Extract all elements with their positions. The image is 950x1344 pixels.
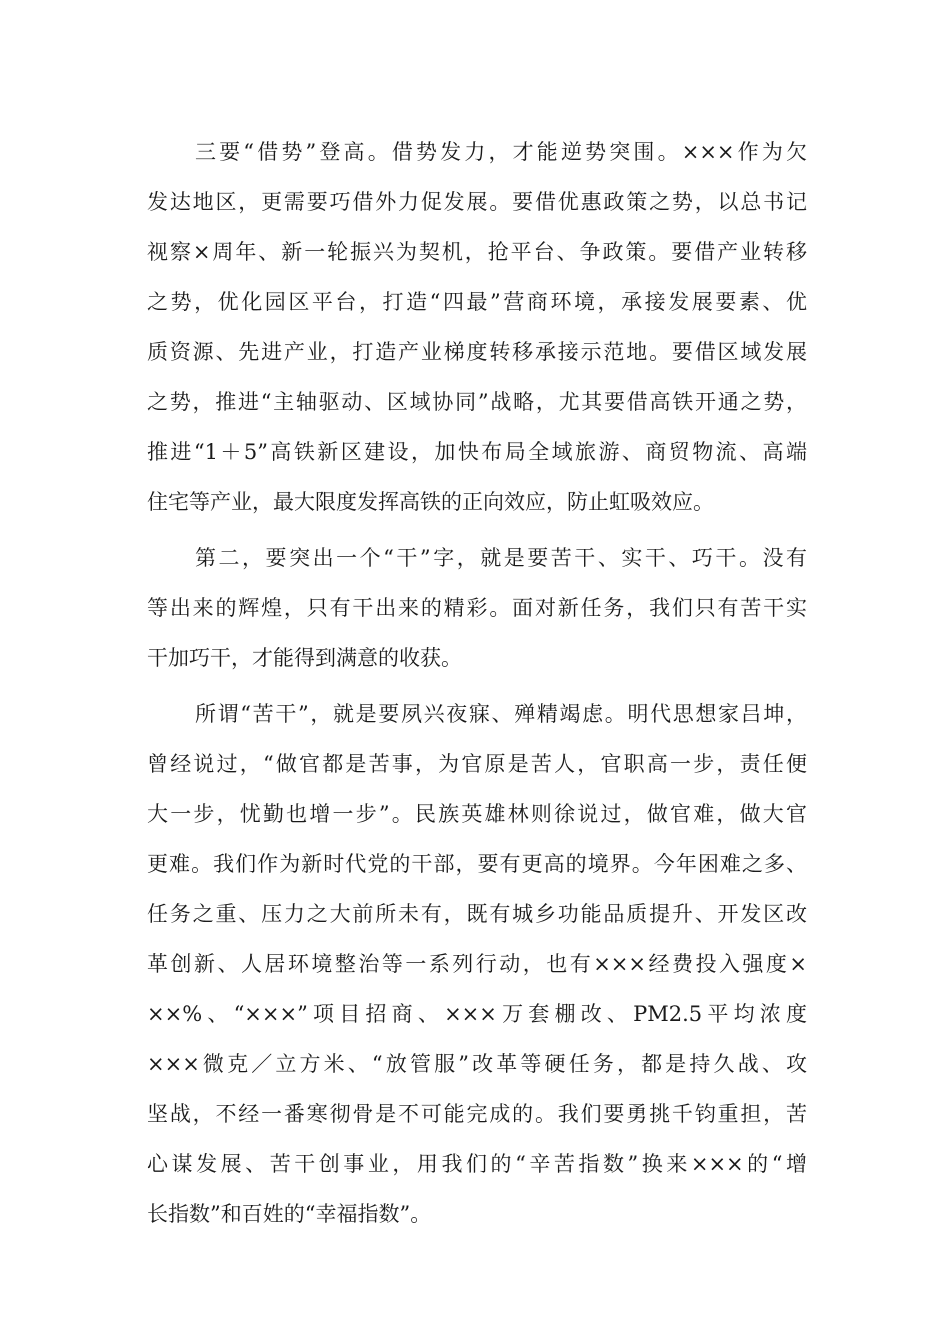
paragraph-line: 所谓“苦干”，就是要夙兴夜寐、殚精竭虑。明代思想家吕坤，	[195, 702, 807, 726]
paragraph-line: 任务之重、压力之大前所未有，既有城乡功能品质提升、开发区改	[147, 902, 807, 926]
paragraph-line: 坚战，不经一番寒彻骨是不可能完成的。我们要勇挑千钧重担，苦	[147, 1102, 807, 1126]
paragraph-line: 视察×周年、新一轮振兴为契机，抢平台、争政策。要借产业转移	[147, 240, 807, 264]
paragraph-line: 之势，推进“主轴驱动、区域协同”战略，尤其要借高铁开通之势，	[147, 390, 807, 414]
paragraph-line: 质资源、先进产业，打造产业梯度转移承接示范地。要借区域发展	[147, 340, 807, 364]
paragraph-line: 三要“借势”登高。借势发力，才能逆势突围。×××作为欠	[195, 140, 807, 164]
paragraph-line: ×××微克／立方米、“放管服”改革等硬任务，都是持久战、攻	[147, 1052, 807, 1076]
paragraph-line: 干加巧干，才能得到满意的收获。	[147, 646, 462, 670]
paragraph-line: 大一步，忧勤也增一步”。民族英雄林则徐说过，做官难，做大官	[147, 802, 807, 826]
paragraph-line: 推进“1＋5”高铁新区建设，加快布局全域旅游、商贸物流、高端	[147, 440, 807, 464]
paragraph-line: 住宅等产业，最大限度发挥高铁的正向效应，防止虹吸效应。	[147, 490, 714, 514]
paragraph-line: 发达地区，更需要巧借外力促发展。要借优惠政策之势，以总书记	[147, 190, 807, 214]
paragraph-line: 第二，要突出一个“干”字，就是要苦干、实干、巧干。没有	[195, 546, 807, 570]
paragraph-so-called-hard-work	[147, 689, 807, 1239]
paragraph-line: 革创新、人居环境整治等一系列行动，也有×××经费投入强度×	[147, 952, 807, 976]
document-body	[147, 127, 807, 1239]
paragraph-line: ××%、“×××”项目招商、×××万套棚改、PM2.5平均浓度	[147, 1002, 807, 1026]
paragraph-line: 长指数”和百姓的“幸福指数”。	[147, 1202, 432, 1226]
paragraph-line: 等出来的辉煌，只有干出来的精彩。面对新任务，我们只有苦干实	[147, 596, 807, 620]
paragraph-borrow-momentum	[147, 127, 807, 527]
paragraph-line: 曾经说过，“做官都是苦事，为官原是苦人，官职高一步，责任便	[147, 752, 807, 776]
paragraph-second-work-hard	[147, 533, 807, 683]
paragraph-line: 更难。我们作为新时代党的干部，要有更高的境界。今年困难之多、	[147, 852, 807, 876]
paragraph-line: 之势，优化园区平台，打造“四最”营商环境，承接发展要素、优	[147, 290, 807, 314]
paragraph-line: 心谋发展、苦干创事业，用我们的“辛苦指数”换来×××的“增	[147, 1152, 807, 1176]
